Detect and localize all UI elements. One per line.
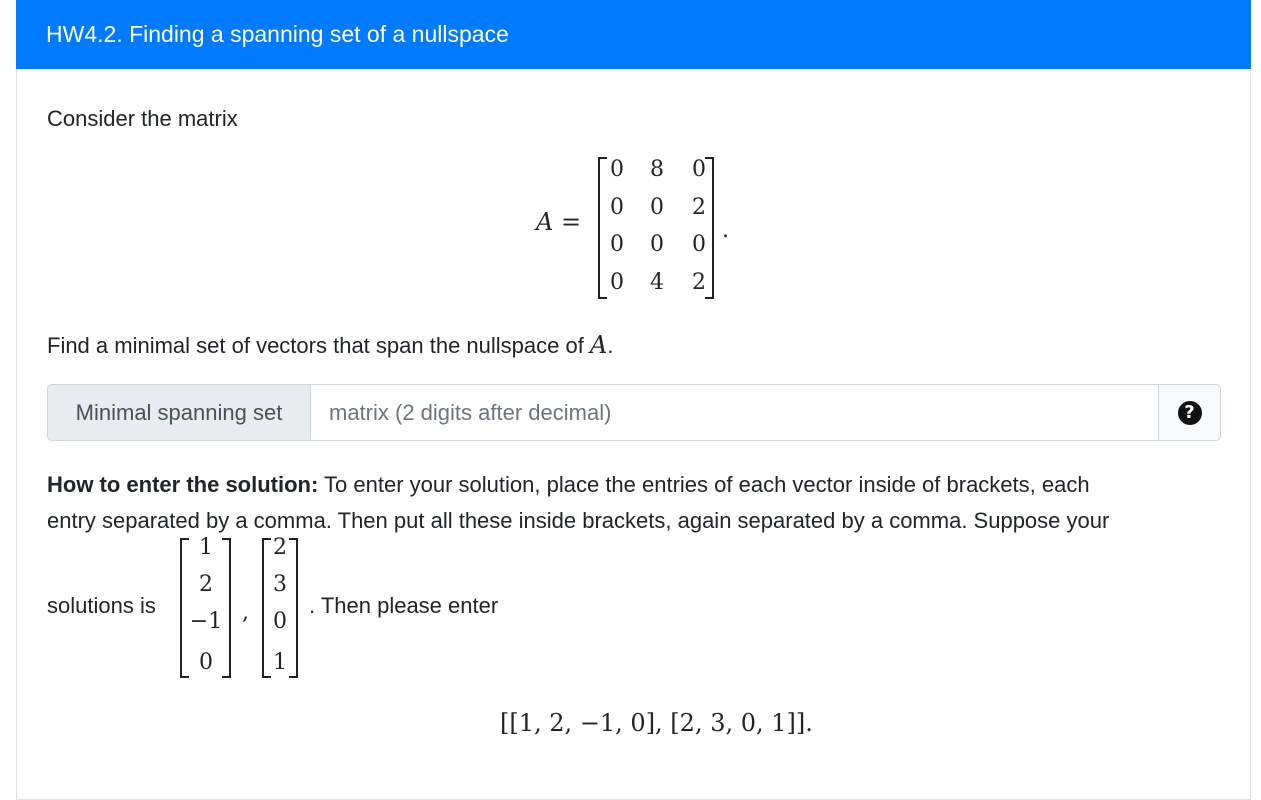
help-button[interactable] xyxy=(1158,384,1221,441)
then-enter-text: . Then please enter xyxy=(309,593,499,618)
matrix-cell: 0 xyxy=(610,232,624,257)
answer-input[interactable] xyxy=(311,384,1159,441)
vector-comma: , xyxy=(242,600,249,625)
matrix-cell: 8 xyxy=(650,157,664,182)
intro-text: Consider the matrix xyxy=(47,106,238,131)
question-title: HW4.2. Finding a spanning set of a nullspace xyxy=(46,21,509,47)
instructions-line2: entry separated by a comma. Then put all these inside brackets, again separated by a comma. Suppose your xyxy=(47,508,1110,533)
example-answer: [[1, 2, −1, 0], [2, 3, 0, 1]]. xyxy=(500,709,813,737)
matrix-cell: 0 xyxy=(610,195,624,220)
prompt-variable: A xyxy=(589,331,608,359)
instructions-text1: To enter your solution, place the entries of each vector inside of brackets, each xyxy=(318,472,1090,497)
prompt-end: . xyxy=(607,333,614,358)
matrix-cell: 0 xyxy=(692,232,706,257)
vector2-entry: 0 xyxy=(273,609,287,634)
matrix-cell: 2 xyxy=(692,270,706,295)
matrix-cell: 0 xyxy=(692,157,706,182)
question-header xyxy=(16,0,1251,69)
solutions-is-text: solutions is xyxy=(47,593,156,618)
vector2-entry: 2 xyxy=(273,535,287,560)
matrix-cell: 2 xyxy=(692,195,706,220)
matrix-period: . xyxy=(722,218,729,243)
instructions-bold: How to enter the solution: xyxy=(47,472,319,497)
vector1-entry: 2 xyxy=(199,572,213,597)
matrix-cell: 0 xyxy=(650,232,664,257)
matrix-cell: 0 xyxy=(610,157,624,182)
instructions-line1 xyxy=(47,467,1217,502)
vector1-entry: 0 xyxy=(199,650,213,675)
matrix-cell: 0 xyxy=(650,195,664,220)
question-circle-icon: ? xyxy=(1178,401,1202,425)
vector1-entry: 1 xyxy=(199,535,213,560)
matrix-cell: 4 xyxy=(650,270,664,295)
prompt-text xyxy=(47,326,613,364)
prompt-main: Find a minimal set of vectors that span the nullspace of xyxy=(47,333,584,358)
vector2-entry: 3 xyxy=(273,572,287,597)
vector1-entry: −1 xyxy=(189,609,223,634)
vector2-entry: 1 xyxy=(273,650,287,675)
answer-label: Minimal spanning set xyxy=(47,384,311,441)
matrix-cell: 0 xyxy=(610,270,624,295)
matrix-label: A = xyxy=(536,208,582,236)
answer-input-group xyxy=(47,384,1221,441)
